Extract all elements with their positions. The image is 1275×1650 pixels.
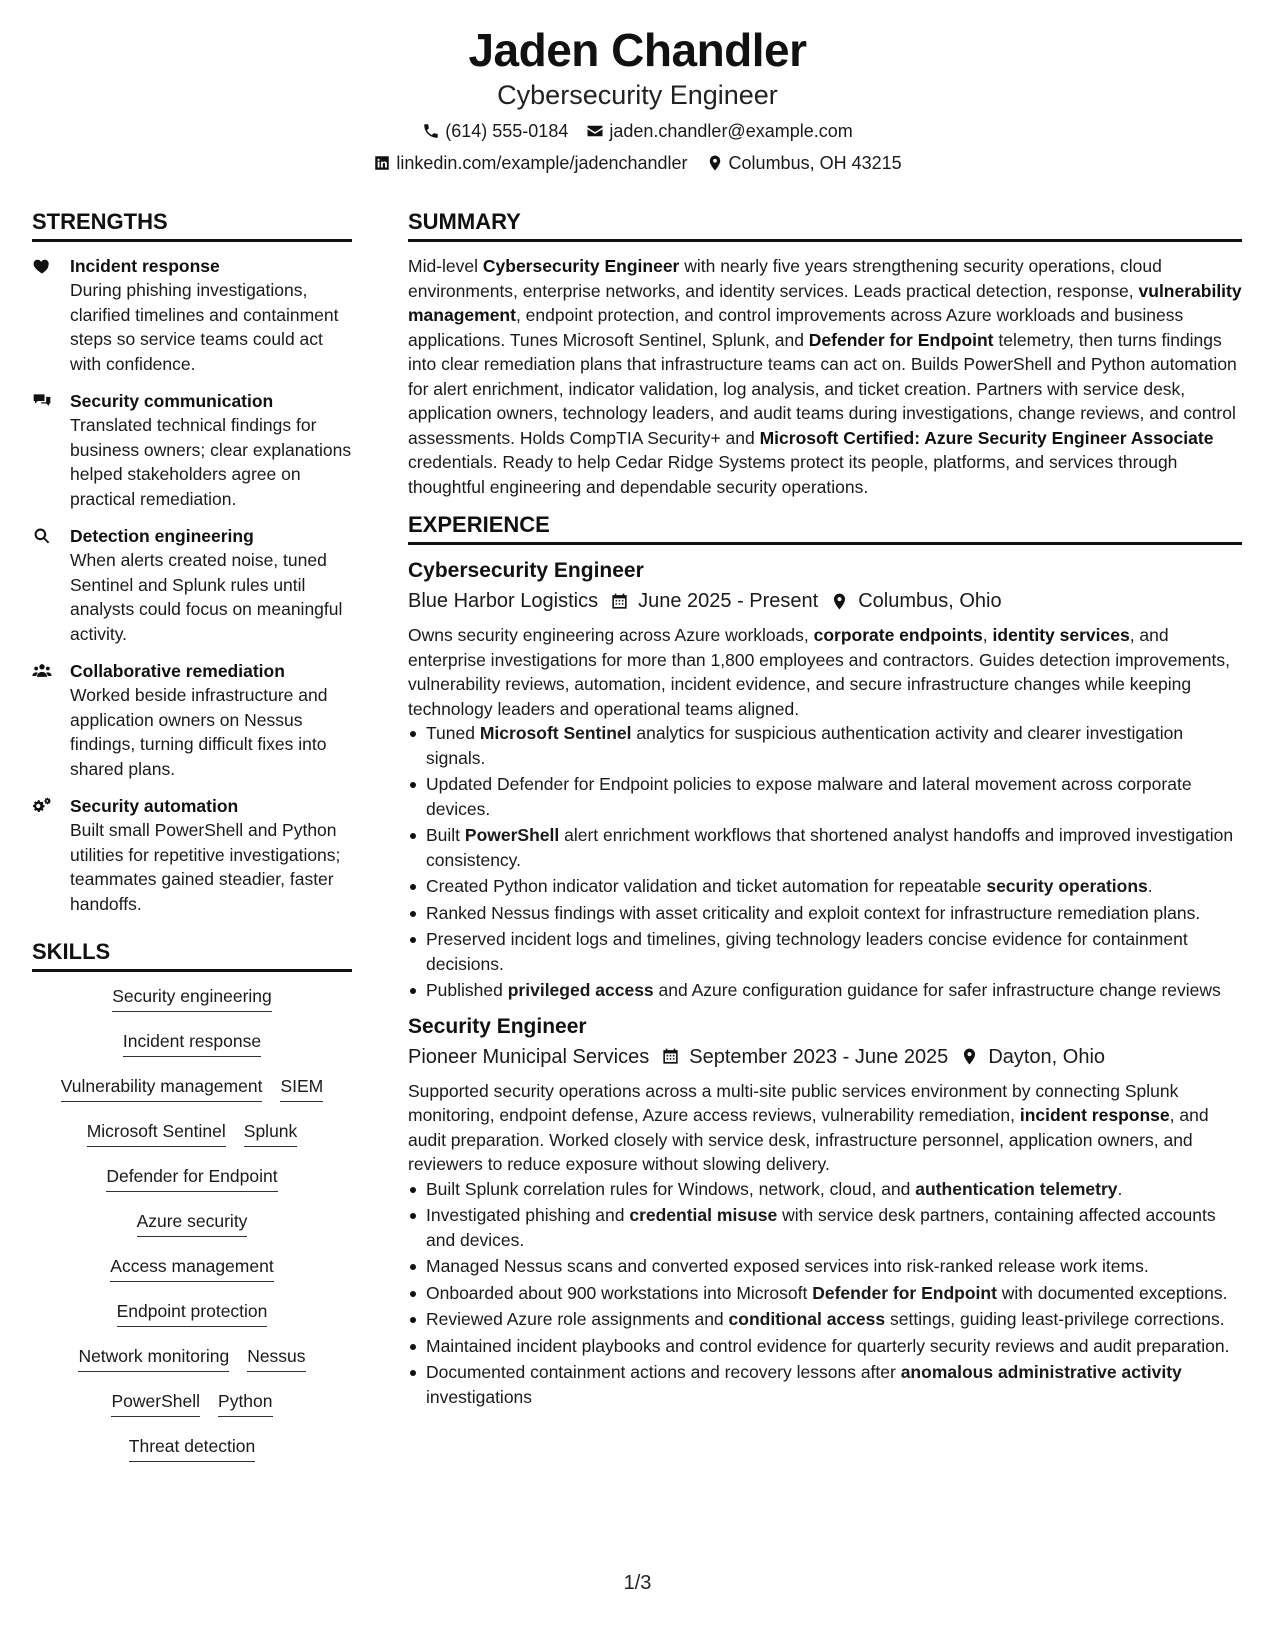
strength-icon-wrap: [32, 794, 56, 821]
job-bullet: Maintained incident playbooks and control evidence for quarterly security reviews and audit preparation.: [426, 1334, 1242, 1359]
job-bullet: Updated Defender for Endpoint policies to expose malware and lateral movement across corporate devices.: [426, 772, 1242, 821]
skill-tag: Endpoint protection: [117, 1299, 268, 1327]
skill-tag: PowerShell: [111, 1389, 200, 1417]
summary-heading: SUMMARY: [408, 208, 1242, 242]
experience-list: [408, 557, 1242, 1409]
summary-text: Mid-level Cybersecurity Engineer with nearly five years strengthening security operations, cloud environments, enterprise networks, and identity services. Leads practical detection, response, vulnerability management, endpoint protection, and control improvements across Azure workloads and business applications. Tunes Microsoft Sentinel, Splunk, and Defender for Endpoint telemetry, then turns findings into clear remediation plans that infrastructure teams can act on. Builds PowerShell and Python automation for alert enrichment, indicator validation, log analysis, and ticket creation. Partners with service desk, application owners, technology leaders, and audit teams during investigations, change reviews, and control assessments. Holds CompTIA Security+ and Microsoft Certified: Azure Security Engineer Associate credentials. Ready to help Cedar Ridge Systems protect its people, platforms, and services through thoughtful engineering and dependable security operations.: [408, 256, 1242, 497]
job-entry: [408, 557, 1242, 1003]
job-title: Cybersecurity Engineer: [408, 559, 644, 582]
job-bullet: Built Splunk correlation rules for Windows, network, cloud, and authentication telemetry.: [426, 1177, 1242, 1202]
strengths-heading: STRENGTHS: [32, 208, 352, 242]
skill-tag: Nessus: [247, 1344, 305, 1372]
job-bullet: Preserved incident logs and timelines, giving technology leaders concise evidence for containment decisions.: [426, 927, 1242, 976]
job-title: Security Engineer: [408, 1014, 587, 1038]
location-text: Columbus, OH 43215: [728, 153, 902, 173]
phone-contact: [422, 118, 568, 144]
search-icon: [32, 526, 52, 546]
strength-item: [32, 254, 352, 376]
left-column: [32, 208, 352, 1479]
strength-icon-wrap: [32, 254, 56, 281]
strength-item: [32, 389, 352, 511]
job-dates-text: June 2025 - Present: [638, 590, 819, 612]
skill-row: [110, 1254, 273, 1299]
strength-title: Incident response: [70, 256, 220, 276]
strength-title: Detection engineering: [70, 526, 254, 546]
strength-icon-wrap: [32, 659, 56, 686]
page-number: 1/3: [623, 1572, 652, 1594]
skill-tag: SIEM: [280, 1074, 323, 1102]
job-bullet: Built PowerShell alert enrichment workflows that shortened analyst handoffs and improved investigation consistency.: [426, 823, 1242, 872]
job-meta: [408, 1043, 1242, 1071]
linkedin-icon: [373, 154, 391, 172]
job-company: Blue Harbor Logistics: [408, 590, 599, 612]
location-contact: [706, 150, 902, 176]
strength-item: [32, 794, 352, 916]
job-bullet: Created Python indicator validation and ticket automation for repeatable security operations.: [426, 874, 1242, 899]
phone-text: (614) 555-0184: [445, 121, 569, 141]
skill-tag: Python: [218, 1389, 272, 1417]
right-column: [408, 208, 1242, 1411]
strength-item: [32, 524, 352, 646]
job-location-text: Dayton, Ohio: [988, 1045, 1106, 1068]
skill-row: [78, 1344, 305, 1389]
strength-body: [70, 659, 352, 781]
strength-body: [70, 389, 352, 511]
job-dates-text: September 2023 - June 2025: [689, 1045, 949, 1068]
strength-description: When alerts created noise, tuned Sentinel and Splunk rules until analysts could focus on meaningful activity.: [70, 550, 343, 644]
job-dates: [610, 587, 818, 615]
job-meta: [408, 587, 1242, 615]
skill-tag: Vulnerability management: [61, 1074, 263, 1102]
experience-heading: EXPERIENCE: [408, 511, 1242, 545]
skill-tag: Azure security: [137, 1209, 248, 1237]
skill-row: [117, 1299, 268, 1344]
job-description: Owns security engineering across Azure workloads, corporate endpoints, identity services, and enterprise investigations for more than 1,800 employees and contractors. Guides detection improvements, vulnerability reviews, automation, incident evidence, and secure infrastructure changes while keeping technology leaders and operational teams aligned.: [408, 625, 1230, 719]
calendar-icon: [661, 1047, 680, 1066]
skill-row: [123, 1029, 261, 1074]
job-bullets: [408, 721, 1242, 1003]
job-dates: [661, 1043, 948, 1071]
gears-icon: [32, 796, 52, 816]
strength-icon-wrap: [32, 389, 56, 416]
skill-tag: Threat detection: [129, 1434, 255, 1462]
users-icon: [32, 661, 52, 681]
skill-tag: Security engineering: [112, 984, 272, 1012]
job-bullet: Published privileged access and Azure configuration guidance for safer infrastructure change reviews: [426, 978, 1242, 1003]
map-marker-icon: [960, 1047, 979, 1066]
job-bullet: Documented containment actions and recovery lessons after anomalous administrative activity investigations: [426, 1360, 1242, 1409]
job-bullet: Investigated phishing and credential misuse with service desk partners, containing affected accounts and devices.: [426, 1203, 1242, 1252]
strength-title: Collaborative remediation: [70, 661, 285, 681]
strength-title: Security automation: [70, 796, 239, 816]
skill-row: [87, 1119, 298, 1164]
skill-row: [111, 1389, 272, 1434]
skill-row: [129, 1434, 255, 1479]
strength-description: Translated technical findings for business owners; clear explanations helped stakeholders agree on practical remediation.: [70, 415, 352, 509]
strength-icon-wrap: [32, 524, 56, 551]
job-bullet: Ranked Nessus findings with asset criticality and exploit context for infrastructure remediation plans.: [426, 901, 1242, 926]
skills-heading: SKILLS: [32, 938, 352, 972]
skill-tag: Network monitoring: [78, 1344, 229, 1372]
candidate-name: Jaden Chandler: [468, 24, 807, 76]
contact-row-1: [0, 118, 1275, 144]
contact-row-2: [0, 150, 1275, 176]
skill-row: [137, 1209, 248, 1254]
job-company: Pioneer Municipal Services: [408, 1045, 650, 1068]
email-contact[interactable]: [586, 118, 852, 144]
skill-row: [61, 1074, 323, 1119]
comments-icon: [32, 391, 52, 411]
job-bullet: Managed Nessus scans and converted exposed services into risk-ranked release work items.: [426, 1254, 1242, 1279]
job-location: [960, 1043, 1105, 1071]
email-text[interactable]: jaden.chandler@example.com: [609, 121, 853, 141]
strength-body: [70, 794, 352, 916]
strength-body: [70, 524, 352, 646]
job-entry: [408, 1013, 1242, 1410]
strength-item: [32, 659, 352, 781]
strength-description: Built small PowerShell and Python utilities for repetitive investigations; teammates gained steadier, faster handoffs.: [70, 820, 341, 914]
calendar-icon: [610, 592, 629, 611]
skill-tag: Splunk: [244, 1119, 298, 1147]
heart-icon: [32, 256, 52, 276]
strength-title: Security communication: [70, 391, 274, 411]
job-description: Supported security operations across a multi-site public services environment by connecting Splunk monitoring, endpoint defense, Azure access reviews, vulnerability remediation, incident response, and audit preparation. Worked closely with service desk, infrastructure personnel, application owners, and reviewers to reduce exposure without slowing delivery.: [408, 1080, 1209, 1174]
linkedin-contact[interactable]: [373, 150, 687, 176]
job-bullet: Onboarded about 900 workstations into Microsoft Defender for Endpoint with documented exceptions.: [426, 1281, 1242, 1306]
map-marker-icon: [706, 154, 724, 172]
linkedin-text[interactable]: linkedin.com/example/jadenchandler: [396, 153, 688, 173]
resume-header: [0, 22, 1275, 176]
map-marker-icon: [830, 592, 849, 611]
job-bullets: [408, 1177, 1242, 1410]
skill-row: [106, 1164, 277, 1209]
strength-description: Worked beside infrastructure and application owners on Nessus findings, turning difficult fixes into shared plans.: [70, 685, 328, 779]
skill-tag: Defender for Endpoint: [106, 1164, 277, 1192]
strengths-list: [32, 254, 352, 916]
job-bullet: Tuned Microsoft Sentinel analytics for suspicious authentication activity and clearer investigation signals.: [426, 721, 1242, 770]
phone-icon: [422, 122, 440, 140]
skill-row: [112, 984, 272, 1029]
job-bullet: Reviewed Azure role assignments and conditional access settings, guiding least-privilege corrections.: [426, 1307, 1242, 1332]
candidate-title: Cybersecurity Engineer: [497, 80, 778, 110]
envelope-icon: [586, 122, 604, 140]
skills-list: [32, 984, 352, 1479]
job-location-text: Columbus, Ohio: [858, 590, 1002, 612]
skill-tag: Incident response: [123, 1029, 261, 1057]
strength-description: During phishing investigations, clarified timelines and containment steps so service teams could act with confidence.: [70, 280, 339, 374]
skill-tag: Access management: [110, 1254, 273, 1282]
strength-body: [70, 254, 352, 376]
job-location: [830, 587, 1001, 615]
skill-tag: Microsoft Sentinel: [87, 1119, 226, 1147]
